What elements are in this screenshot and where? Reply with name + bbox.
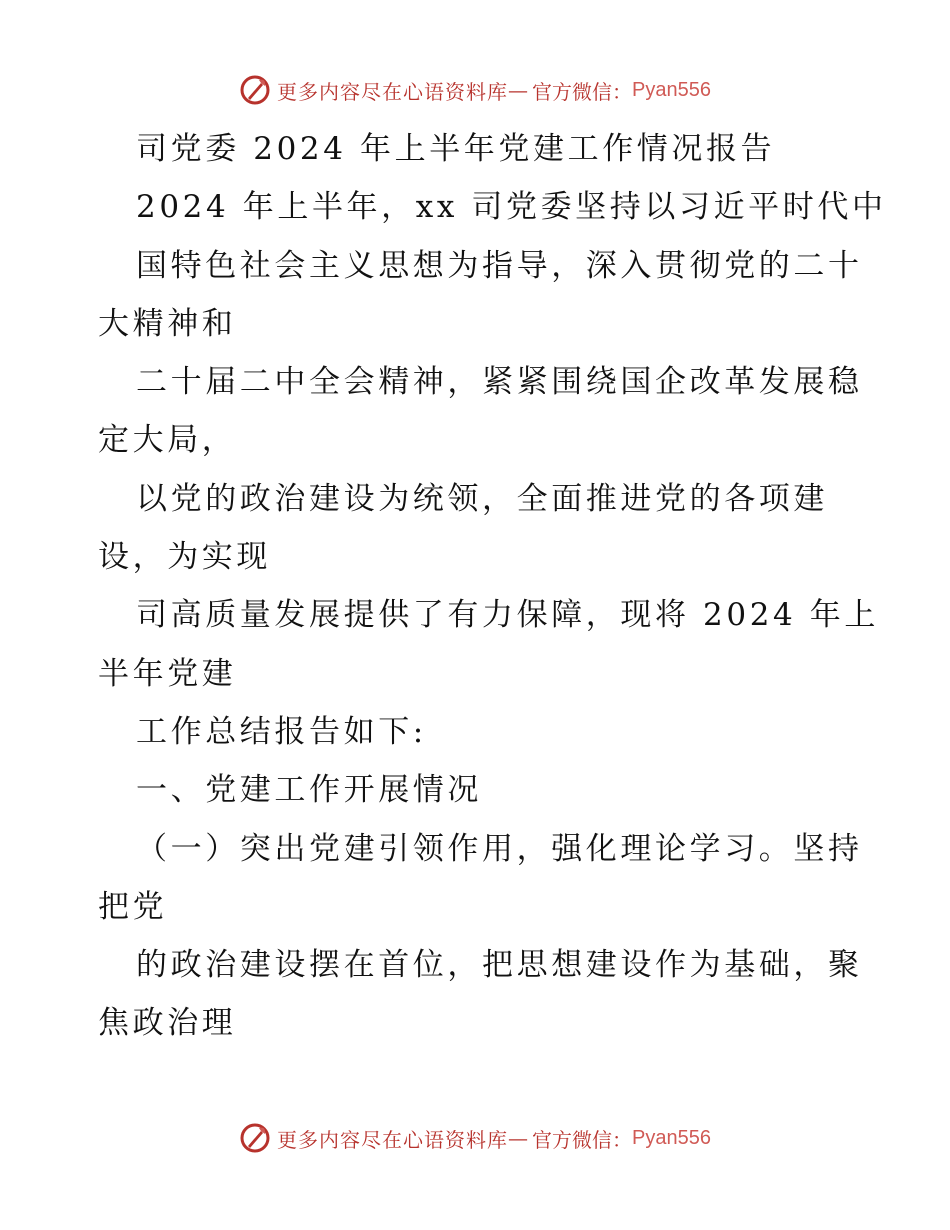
footer-banner	[0, 1118, 950, 1158]
paragraph-line: 国特色社会主义思想为指导，深入贯彻党的二十	[136, 247, 863, 284]
banner-slogan: 更多内容尽在心语资料库	[277, 1127, 509, 1152]
header-banner	[0, 70, 950, 110]
section-heading: 一、党建工作开展情况	[136, 772, 482, 809]
paragraph-line: 2024 年上半年，xx 司党委坚持以习近平时代中	[136, 189, 887, 226]
banner-wechat-label: 官方微信：	[532, 1127, 633, 1152]
paragraph-line: 设，为实现	[98, 539, 271, 576]
paragraph-line: 二十届二中全会精神，紧紧围绕国企改革发展稳	[136, 364, 863, 401]
subsection-heading: （一）突出党建引领作用，强化理论学习。坚持	[136, 830, 863, 867]
paragraph-line: 半年党建	[98, 655, 237, 692]
paragraph-line: 的政治建设摆在首位，把思想建设作为基础，聚	[136, 947, 863, 984]
banner-separator: —	[508, 1126, 529, 1150]
banner-wechat-id: Pyan556	[632, 78, 711, 101]
banner-wechat-label: 官方微信：	[532, 79, 633, 104]
paragraph-line: 把党	[98, 888, 168, 925]
paragraph-line: 定大局，	[98, 422, 237, 459]
quill-logo-icon	[239, 1122, 271, 1154]
quill-logo-icon	[239, 74, 271, 106]
document-title: 司党委 2024 年上半年党建工作情况报告	[136, 131, 776, 167]
paragraph-line: 焦政治理	[98, 1005, 237, 1042]
paragraph-line: 工作总结报告如下:	[136, 713, 427, 750]
paragraph-line: 大精神和	[98, 305, 237, 342]
banner-slogan: 更多内容尽在心语资料库	[277, 79, 509, 104]
document-body	[98, 120, 887, 1053]
paragraph-line: 司高质量发展提供了有力保障，现将 2024 年上	[136, 597, 879, 634]
banner-wechat-id: Pyan556	[632, 1126, 711, 1149]
paragraph-line: 以党的政治建设为统领，全面推进党的各项建	[136, 480, 828, 517]
banner-separator: —	[508, 78, 529, 102]
